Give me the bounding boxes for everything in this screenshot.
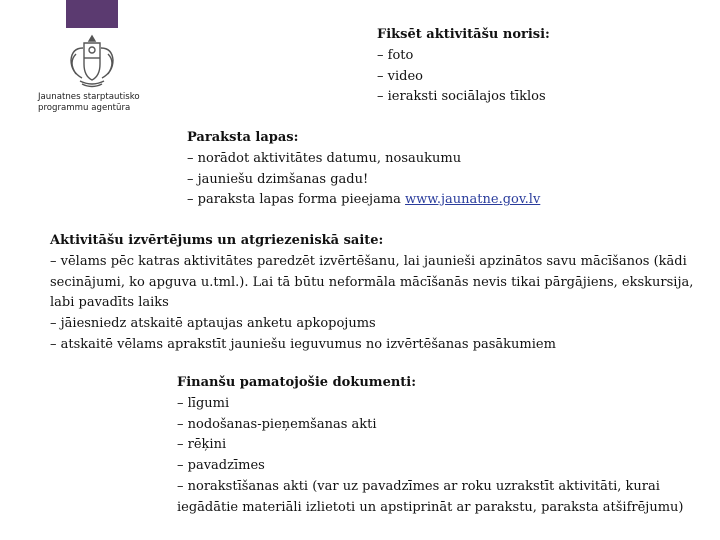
list-item: – jauniešu dzimšanas gadu! bbox=[187, 171, 369, 187]
section-signature-sheets bbox=[187, 128, 540, 211]
list-item: – jāiesniedz atskaitē aptaujas anketu apkopojums bbox=[50, 316, 376, 332]
list-item: – foto bbox=[377, 47, 414, 63]
logo-text bbox=[38, 92, 148, 114]
logo-line-1: Jaunatnes starptautisko bbox=[38, 92, 140, 102]
section-financial-documents bbox=[177, 373, 717, 519]
list-item: – nodošanas-pieņemšanas akti bbox=[177, 416, 377, 432]
list-item: – ieraksti sociālajos tīklos bbox=[377, 89, 546, 105]
section-title: Fiksēt aktivitāšu norisi: bbox=[377, 27, 550, 42]
section-title: Finanšu pamatojošie dokumenti: bbox=[177, 375, 417, 390]
list-item: – norādot aktivitātes datumu, nosaukumu bbox=[187, 150, 462, 166]
section-evaluation-feedback bbox=[50, 231, 716, 356]
list-item-with-link bbox=[187, 190, 540, 211]
header-accent-bar bbox=[66, 0, 118, 28]
list-item: – pavadzīmes bbox=[177, 458, 265, 474]
list-item: – rēķini bbox=[177, 437, 227, 453]
list-item: – vēlams pēc katras aktivitātes paredzēt izvērtēšanu, lai jaunieši apzinātos savu mācīšanos (kādi secinājumi, ko apguva u.tml.). Lai tā būtu neformāla mācīšanās nevis tikai pārgājiens, ekskursija, labi pavadīts laiks bbox=[50, 253, 694, 311]
list-item: – video bbox=[377, 68, 423, 84]
list-item-text: – paraksta lapas forma pieejama bbox=[187, 192, 406, 208]
list-item: – līgumi bbox=[177, 395, 230, 411]
section-activity-recording bbox=[377, 25, 550, 108]
coat-of-arms-icon bbox=[62, 34, 122, 90]
section-title: Paraksta lapas: bbox=[187, 130, 299, 145]
list-item: – norakstīšanas akti (var uz pavadzīmes ar roku uzrakstīt aktivitāti, kurai iegādātie materiāli izlietoti un apstiprināt ar parakstu, paraksta atšifrējumu) bbox=[177, 478, 684, 515]
website-link[interactable]: www.jaunatne.gov.lv bbox=[405, 192, 541, 208]
section-title: Aktivitāšu izvērtējums un atgriezeniskā saite: bbox=[50, 233, 384, 248]
list-item: – atskaitē vēlams aprakstīt jauniešu ieguvumus no izvērtēšanas pasākumiem bbox=[50, 336, 556, 352]
agency-logo bbox=[38, 34, 148, 120]
logo-line-2: programmu agentūra bbox=[38, 103, 131, 113]
